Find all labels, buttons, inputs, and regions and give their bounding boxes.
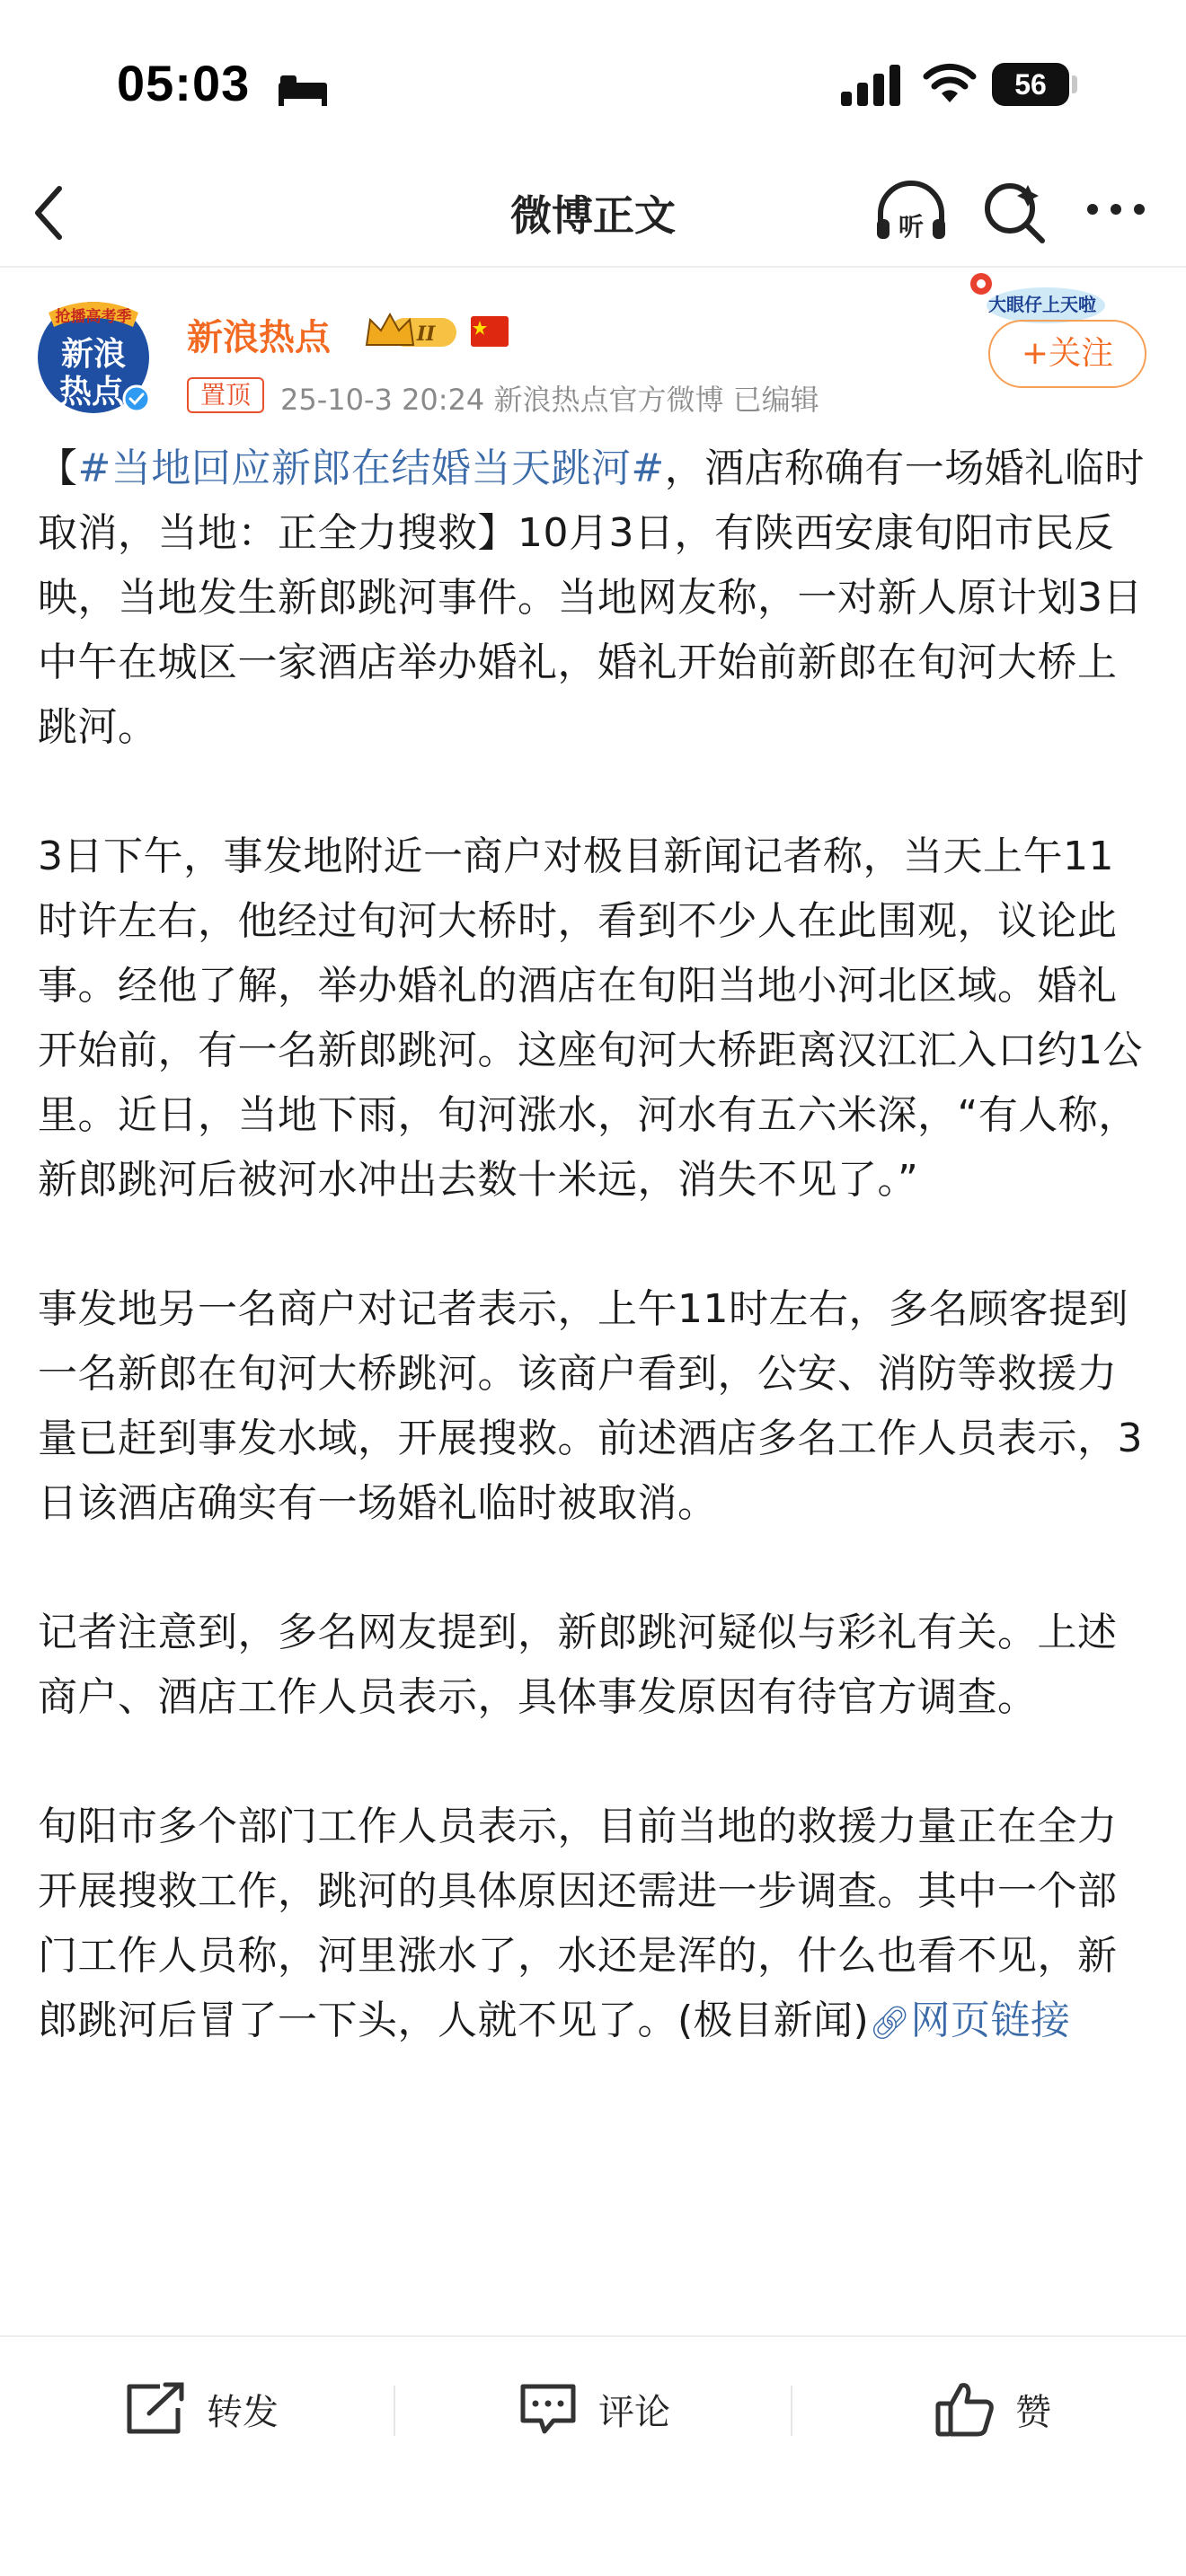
listen-headphones-icon[interactable] (873, 180, 949, 244)
author-avatar[interactable] (32, 293, 155, 415)
repost-button[interactable] (124, 2371, 279, 2447)
hashtag-link[interactable]: #当地回应新郎在结婚当天跳河# (77, 446, 665, 491)
more-options-icon[interactable] (1084, 196, 1148, 223)
page-title: 微博正文 (510, 191, 676, 240)
paragraph-5 (38, 1795, 1152, 2056)
pinned-badge: 置顶 (187, 377, 264, 413)
wifi-icon (922, 59, 978, 106)
action-divider (791, 2386, 792, 2436)
action-bar (0, 2335, 1186, 2483)
member-level-crown-icon (363, 311, 460, 352)
battery-indicator: 56 (992, 63, 1069, 106)
thumbs-up-icon (934, 2380, 996, 2438)
svg-text:大眼仔上天啦: 大眼仔上天啦 (988, 294, 1096, 315)
paragraph-2: 3日下午，事发地附近一商户对极目新闻记者称，当天上午11时许左右，他经过旬河大桥时，看到不少人在此围观，议论此事。经他了解，举办婚礼的酒店在旬阳当地小河北区域。婚礼开始前，有一名新郎跳河。这座旬河大桥距离汉江汇入口约1公里。近日，当地下雨，旬河涨水，河水有五六米深，“有人称，新郎跳河后被河水冲出去数十米远，消失不见了。” (38, 834, 1143, 1203)
sleep-focus-icon (277, 70, 329, 106)
status-time: 05:03 (117, 55, 251, 111)
repost-icon (124, 2381, 187, 2437)
paragraph-5-text: 旬阳市多个部门工作人员表示，目前当地的救援力量正在全力开展搜救工作，跳河的具体原因还需进一步调查。其中一个部门工作人员称，河里涨水了，水还是浑的，什么也看不见，新郎跳河后冒了一下头，人就不见了。(极目新闻) (38, 1804, 1118, 2043)
like-button[interactable] (934, 2371, 1051, 2447)
svg-text:热点: 热点 (58, 374, 125, 410)
follow-button[interactable]: +关注 (988, 320, 1146, 388)
comment-label: 评论 (598, 2391, 670, 2433)
comment-icon (518, 2381, 579, 2437)
web-link[interactable]: 网页链接 (910, 1998, 1071, 2043)
paragraph-1-text: ，酒店称确有一场婚礼临时取消，当地：正全力搜救】10月3日，有陕西安康旬阳市民反映，当地发生新郎跳河事件。当地网友称，一对新人原计划3日中午在城区一家酒店举办婚礼，婚礼开始前新郎在旬河大桥上跳河。 (38, 446, 1145, 750)
action-divider (394, 2386, 395, 2436)
post-body (38, 437, 1152, 2056)
cellular-signal-icon (839, 63, 902, 106)
svg-text:II: II (416, 322, 436, 346)
search-icon[interactable] (979, 178, 1048, 246)
link-icon: 🔗︎ (869, 2005, 911, 2042)
paragraph-1 (38, 437, 1152, 760)
status-bar (0, 0, 1186, 158)
svg-text:新浪: 新浪 (60, 336, 127, 373)
post-header (0, 269, 1186, 422)
comment-button[interactable] (518, 2371, 670, 2447)
paragraph-4: 记者注意到，多名网友提到，新郎跳河疑似与彩礼有关。上述商户、酒店工作人员表示，具体事发原因有待官方调查。 (38, 1610, 1118, 1720)
nav-bar (0, 158, 1186, 268)
paragraph-3: 事发地另一名商户对记者表示，上午11时左右，多名顾客提到一名新郎在旬河大桥跳河。该商户看到，公安、消防等救援力量已赶到事发水域，开展搜救。前述酒店多名工作人员表示，3日该酒店确实有一场婚礼临时被取消。 (38, 1286, 1143, 1526)
china-flag-icon (471, 316, 509, 347)
post-meta: 25-10-3 20:24 新浪热点官方微博 已编辑 (280, 383, 819, 417)
svg-text:抢播高考季: 抢播高考季 (55, 308, 132, 326)
listen-label: 听 (898, 212, 925, 242)
bracket: 【 (38, 446, 78, 491)
repost-label: 转发 (207, 2391, 279, 2433)
author-name[interactable]: 新浪热点 (187, 317, 331, 358)
battery-tip (1072, 75, 1077, 93)
like-label: 赞 (1015, 2391, 1051, 2433)
